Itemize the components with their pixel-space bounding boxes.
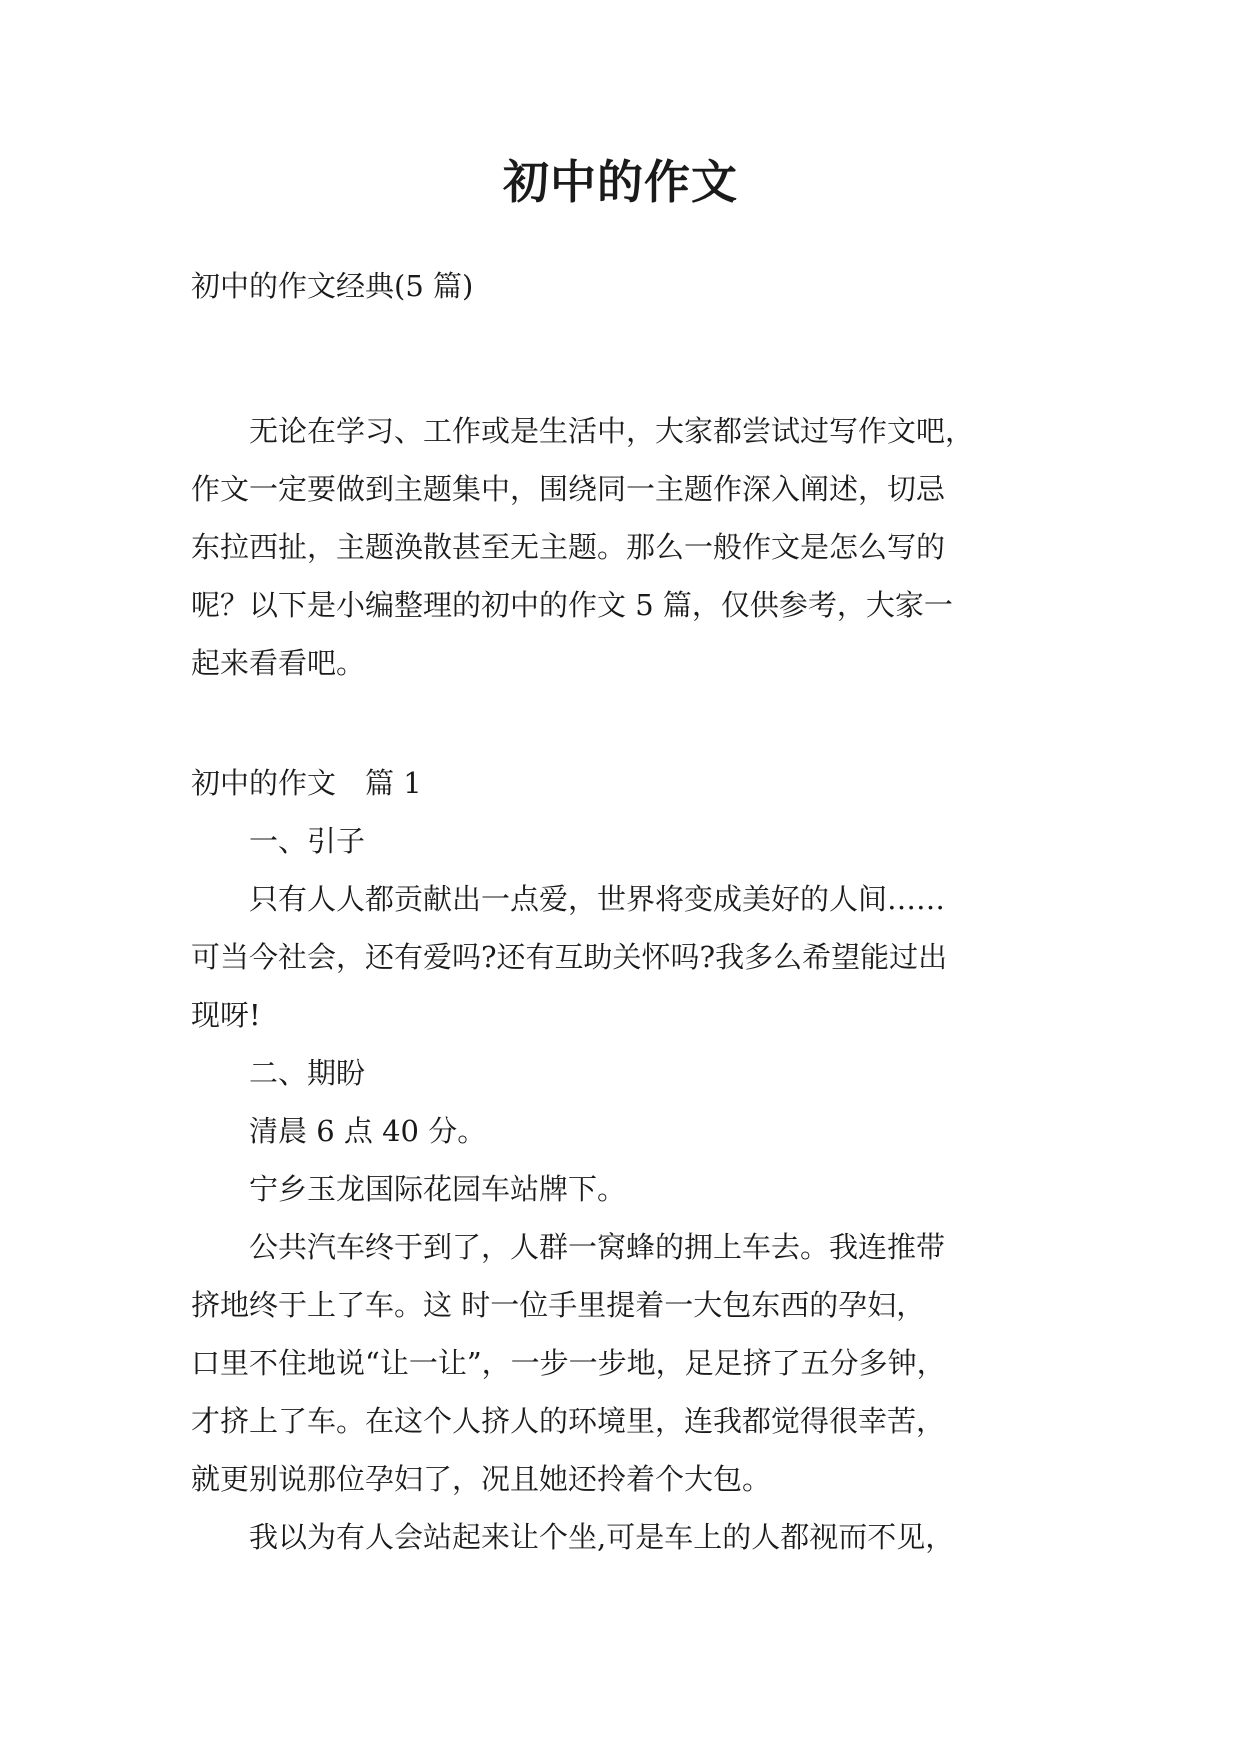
section-heading: 初中的作文 篇 1 [191,766,422,800]
document-title: 初中的作文 [503,155,738,209]
essay-line: 可当今社会，还有爱吗?还有互助关怀吗?我多么希望能过出 [191,940,948,974]
essay-line: 公共汽车终于到了，人群一窝蜂的拥上车去。我连推带 [191,1230,946,1264]
essay-line: 就更别说那位孕妇了，况且她还拎着个大包。 [191,1462,772,1496]
intro-line: 无论在学习、工作或是生活中，大家都尝试过写作文吧， [191,414,975,448]
intro-line: 作文一定要做到主题集中，围绕同一主题作深入阐述，切忌 [191,472,946,506]
essay-line: 挤地终于上了车。这 时一位手里提着一大包东西的孕妇， [191,1288,926,1322]
intro-line: 东拉西扯，主题涣散甚至无主题。那么一般作文是怎么写的 [191,530,946,564]
intro-line: 起来看看吧。 [191,646,366,680]
document-subtitle: 初中的作文经典(5 篇) [191,269,474,303]
essay-line: 只有人人都贡献出一点爱，世界将变成美好的人间…… [191,882,946,916]
intro-line: 呢？以下是小编整理的初中的作文 5 篇，仅供参考，大家一 [191,588,953,622]
essay-line: 才挤上了车。在这个人挤人的环境里，连我都觉得很幸苦， [191,1404,946,1438]
intro-paragraph [191,402,1061,692]
essay-line: 现呀! [191,998,261,1032]
essay-line: 清晨 6 点 40 分。 [191,1114,487,1148]
essay-line: 一、引子 [191,824,366,858]
essay-section-1 [191,754,1061,1566]
essay-line: 我以为有人会站起来让个坐,可是车上的人都视而不见， [191,1520,955,1554]
essay-line: 口里不住地说“让一让”，一步一步地，足足挤了五分多钟， [191,1346,946,1380]
essay-line: 宁乡玉龙国际花园车站牌下。 [191,1172,627,1206]
essay-line: 二、期盼 [191,1056,366,1090]
